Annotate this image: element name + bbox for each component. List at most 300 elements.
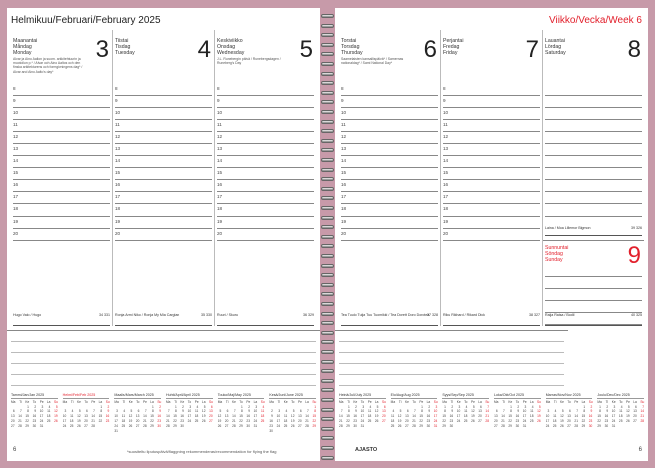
hour-line: [443, 156, 540, 168]
day-names: Lauantai Lördag Saturday: [545, 38, 566, 57]
date-cell: 6: [383, 404, 386, 409]
date-cell: 9: [34, 409, 37, 414]
date-cell: 14: [143, 414, 147, 419]
date-cell: 26: [201, 418, 206, 423]
date-cell: 8: [175, 409, 177, 414]
date-cell: 10: [253, 409, 258, 414]
date-cell: 9: [517, 409, 520, 414]
date-cell: [136, 429, 140, 434]
spiral-coil: [321, 244, 334, 248]
hour-line: [545, 180, 642, 192]
weekday-label: Pe: [522, 399, 527, 404]
date-cell: 18: [121, 418, 126, 423]
mini-calendar-title: Helmi/Feb/Feb 2025: [63, 393, 110, 399]
spiral-coil: [321, 321, 334, 325]
date-cell: 27: [298, 423, 302, 428]
date-cell: 26: [537, 418, 541, 423]
name-day: Tea Tuulo Tuija Tuu Tuomikki / Tea Dorett Doro Doroteа: [341, 313, 430, 317]
date-cell: 26: [374, 418, 379, 423]
weekday-label: Pe: [419, 399, 424, 404]
date-cell: 21: [640, 414, 644, 419]
date-cell: 4: [262, 404, 265, 409]
date-cell: 28: [166, 423, 170, 428]
hour-lines: [545, 84, 642, 217]
name-day: Ruuri / Skuru: [217, 313, 238, 317]
date-cell: 2: [428, 404, 431, 409]
name-day: Laina / Moa Lillemor Bigmon: [545, 226, 591, 230]
hour-line: [545, 156, 642, 168]
date-cell: 1: [314, 404, 316, 409]
hour-line: [545, 108, 642, 120]
day-number: 8: [627, 36, 641, 63]
weekday-label: To: [360, 399, 365, 404]
hour-line: [13, 84, 110, 96]
date-cell: 9: [428, 409, 431, 414]
date-cell: 16: [426, 414, 431, 419]
hour-line: [443, 132, 540, 144]
date-cell: 2: [182, 404, 184, 409]
date-cell: 30: [604, 423, 609, 428]
date-cell: 17: [611, 414, 616, 419]
date-cell: 16: [32, 414, 37, 419]
date-cell: 6: [226, 409, 229, 414]
date-cell: 28: [640, 418, 644, 423]
hour-lines: [443, 84, 540, 241]
mini-calendar: [391, 393, 438, 429]
hour-label: 15: [341, 170, 347, 176]
date-cell: 26: [626, 418, 630, 423]
spiral-coil: [321, 398, 334, 402]
spiral-coil: [321, 235, 334, 239]
date-cell: 28: [339, 423, 343, 428]
date-cell: 31: [522, 423, 527, 428]
spiral-coil: [321, 216, 334, 220]
hour-label: 15: [217, 170, 223, 176]
date-cell: 5: [292, 409, 295, 414]
date-cell: 13: [405, 414, 409, 419]
date-cell: 2: [355, 404, 357, 409]
hour-label: 8: [341, 86, 344, 91]
hour-line: [115, 132, 212, 144]
date-cell: 21: [91, 418, 95, 423]
date-cell: 14: [305, 414, 309, 419]
weekday-label: La: [98, 399, 103, 404]
hour-line: [13, 120, 110, 132]
date-cell: 6: [210, 404, 213, 409]
spiral-coil: [321, 360, 334, 364]
date-cell: 10: [545, 414, 550, 419]
weekday-label: Ma: [62, 399, 68, 404]
spiral-coil: [321, 148, 334, 152]
date-cell: 31: [253, 423, 258, 428]
day-of-year: 39 326: [631, 226, 642, 230]
date-cell: 29: [597, 423, 601, 428]
date-cell: 22: [150, 418, 154, 423]
date-cell: 19: [374, 414, 379, 419]
date-cell: [368, 424, 372, 429]
date-cell: 17: [522, 414, 527, 419]
date-cell: 20: [382, 414, 386, 419]
hour-line: [115, 84, 212, 96]
hour-label: 11: [115, 122, 120, 128]
date-cell: 28: [574, 423, 578, 428]
spiral-coil: [321, 254, 334, 258]
hour-label: 17: [443, 194, 449, 200]
date-cell: 22: [419, 418, 423, 423]
weekday-label: Ke: [508, 399, 513, 404]
date-cell: 22: [442, 418, 446, 423]
date-cell: 6: [406, 409, 409, 414]
day-names: Keskiviikko Onsdag Wednesday: [217, 38, 245, 57]
hour-label: 17: [217, 194, 223, 200]
date-cell: 8: [100, 409, 103, 414]
date-cell: [195, 424, 199, 429]
weekday-label: Ke: [611, 399, 616, 404]
date-cell: 5: [203, 404, 206, 409]
date-cell: 24: [253, 418, 258, 423]
hour-label: 20: [443, 230, 449, 236]
hour-line: [341, 108, 438, 120]
hour-line: [13, 96, 110, 108]
hour-label: 10: [217, 110, 223, 116]
date-cell: [633, 424, 637, 429]
hour-label: 20: [13, 230, 19, 236]
weekday-label: Ti: [553, 399, 557, 404]
spiral-coil: [321, 225, 334, 229]
hour-line: [545, 84, 642, 96]
date-cell: 12: [537, 409, 541, 414]
date-cell: 14: [574, 414, 578, 419]
date-cell: 19: [217, 418, 222, 423]
hour-label: 9: [341, 98, 344, 104]
date-cell: 13: [382, 409, 386, 414]
hour-line: [217, 132, 314, 144]
hour-line: [545, 277, 642, 289]
hour-line: [217, 156, 314, 168]
hour-line: [443, 84, 540, 96]
date-cell: 7: [93, 409, 95, 414]
date-cell: 4: [285, 409, 288, 414]
date-cell: 25: [529, 418, 534, 423]
date-cell: 27: [478, 418, 482, 423]
date-cell: 25: [390, 423, 395, 428]
date-cell: 11: [47, 409, 51, 414]
date-cell: 27: [382, 418, 386, 423]
date-cell: 7: [307, 409, 309, 414]
left-page: [7, 8, 320, 461]
date-cell: 3: [524, 404, 527, 409]
spiral-coil: [321, 91, 334, 95]
mini-calendar-title: Heinä/Juli/July 2025: [339, 393, 386, 399]
hour-line: [217, 204, 314, 216]
date-cell: 11: [553, 414, 557, 419]
weekday-label: Su: [433, 399, 438, 404]
spiral-coil: [321, 436, 334, 440]
week-row: [114, 429, 161, 434]
date-cell: 15: [442, 414, 446, 419]
hour-label: 11: [443, 122, 448, 128]
spiral-coil: [321, 168, 334, 172]
date-cell: 12: [560, 414, 564, 419]
date-cell: 23: [105, 418, 110, 423]
weekday-label: Su: [157, 399, 162, 404]
weekday-label: Ke: [560, 399, 564, 404]
right-page: [335, 8, 648, 461]
date-cell: 10: [114, 414, 118, 419]
date-cell: 13: [298, 414, 302, 419]
hour-line: [341, 217, 438, 229]
spiral-coil: [321, 196, 334, 200]
hour-line: [115, 229, 212, 241]
date-cell: 7: [19, 409, 22, 414]
date-cell: 6: [137, 409, 140, 414]
day-number: 5: [299, 36, 313, 63]
date-cell: 25: [618, 418, 623, 423]
spiral-coil: [321, 264, 334, 268]
hour-line: [13, 132, 110, 144]
day-column: [339, 30, 441, 326]
hour-label: 10: [443, 110, 449, 116]
date-cell: 3: [613, 404, 616, 409]
day-number: 7: [525, 36, 539, 63]
hour-line: [443, 144, 540, 156]
date-cell: 8: [152, 409, 154, 414]
hour-line: [217, 84, 314, 96]
date-cell: 5: [561, 409, 564, 414]
hour-lines: [13, 84, 110, 241]
weekday-label: Ti: [605, 399, 609, 404]
date-cell: [122, 429, 126, 434]
hour-line: [341, 156, 438, 168]
weekday-label: Ke: [353, 399, 358, 404]
hour-line: [341, 192, 438, 204]
mini-calendar: [494, 393, 541, 429]
spiral-coil: [321, 379, 334, 383]
date-cell: 3: [547, 409, 550, 414]
weekday-label: Su: [54, 399, 58, 404]
date-cell: 4: [48, 404, 51, 409]
week-row: [269, 429, 316, 434]
hour-label: 14: [341, 158, 347, 164]
day-names: Tiistai Tisdag Tuesday: [115, 38, 135, 57]
date-cell: 10: [276, 414, 281, 419]
hour-label: 20: [341, 230, 347, 236]
hour-label: 14: [13, 158, 19, 164]
date-cell: 11: [464, 409, 468, 414]
hour-line: [545, 144, 642, 156]
hour-line: [443, 229, 540, 241]
hour-label: 13: [217, 146, 223, 152]
spiral-coil: [321, 110, 334, 114]
date-cell: [382, 424, 386, 429]
date-cell: 28: [305, 423, 309, 428]
spiral-coil: [321, 206, 334, 210]
date-cell: 31: [360, 423, 365, 428]
hour-label: 8: [13, 86, 16, 91]
mini-calendar: [269, 393, 316, 433]
date-cell: 16: [105, 414, 110, 419]
name-day-row: [545, 311, 642, 326]
mini-calendar: [218, 393, 265, 433]
date-cell: 23: [588, 418, 593, 423]
hour-label: 20: [115, 230, 121, 236]
date-cell: [291, 429, 295, 434]
spiral-coil: [321, 446, 334, 450]
date-cell: 8: [444, 409, 446, 414]
weekday-label: La: [305, 399, 309, 404]
day-number: 3: [95, 36, 109, 63]
hour-label: 18: [443, 206, 449, 212]
date-cell: 24: [545, 423, 550, 428]
mini-calendar-title: Tammi/Jan/Jan 2025: [11, 393, 58, 399]
date-cell: 15: [508, 414, 512, 419]
hour-label: 19: [115, 218, 121, 224]
date-cell: 2: [248, 404, 250, 409]
day-number: 4: [197, 36, 211, 63]
hour-line: [545, 120, 642, 132]
weekday-label: La: [150, 399, 154, 404]
date-cell: 27: [633, 418, 637, 423]
weekday-label: Pe: [39, 399, 44, 404]
weekday-label: To: [515, 399, 520, 404]
spiral-coil: [321, 52, 334, 56]
holiday-note: J.L. Runebergin päivä / Runebergsdagen / Runeberg's Day: [217, 57, 281, 66]
date-cell: 23: [246, 418, 250, 423]
date-cell: 24: [114, 423, 118, 428]
spiral-binding: [320, 0, 335, 468]
date-cell: 11: [121, 414, 126, 419]
date-cell: 4: [392, 409, 395, 414]
hour-line: [545, 289, 642, 301]
date-cell: [305, 429, 309, 434]
weekday-label: To: [464, 399, 468, 404]
hour-line: [13, 156, 110, 168]
date-cell: 15: [419, 414, 423, 419]
date-cell: 2: [451, 404, 454, 409]
date-cell: 23: [353, 418, 357, 423]
date-cell: 21: [485, 414, 489, 419]
date-cell: 18: [367, 414, 372, 419]
date-cell: 22: [508, 418, 512, 423]
date-cell: 19: [471, 414, 475, 419]
weekday-label: Ke: [128, 399, 133, 404]
weekday-label: Pe: [574, 399, 579, 404]
date-cell: 24: [522, 418, 527, 423]
date-cell: 18: [194, 414, 199, 419]
hour-label: 19: [443, 218, 449, 224]
date-cell: 23: [157, 418, 161, 423]
date-cell: 25: [194, 418, 199, 423]
date-cell: 27: [209, 418, 213, 423]
spiral-coil: [321, 187, 334, 191]
spiral-coil: [321, 120, 334, 124]
weekday-label: Ke: [283, 399, 288, 404]
date-cell: 29: [346, 423, 350, 428]
date-cell: 5: [472, 404, 475, 409]
date-cell: 29: [150, 423, 154, 428]
weekday-label: Pe: [626, 399, 630, 404]
date-cell: 4: [196, 404, 199, 409]
date-cell: 12: [374, 409, 379, 414]
spiral-coil: [321, 350, 334, 354]
date-cell: 2: [517, 404, 520, 409]
spiral-coil: [321, 177, 334, 181]
weekday-label: La: [374, 399, 379, 404]
spiral-coil: [321, 158, 334, 162]
date-cell: 2: [34, 404, 37, 409]
date-cell: 9: [271, 414, 273, 419]
weekday-label: To: [239, 399, 243, 404]
day-of-year: 40 325: [631, 313, 642, 317]
hour-label: 19: [13, 218, 19, 224]
weekday-label: La: [478, 399, 482, 404]
date-cell: 8: [314, 409, 316, 414]
date-cell: 12: [290, 414, 295, 419]
date-cell: 20: [298, 418, 302, 423]
date-cell: 27: [135, 423, 140, 428]
date-cell: 4: [369, 404, 372, 409]
day-names: Torstai Torsdag Thursday: [341, 38, 363, 57]
date-cell: 7: [340, 409, 343, 414]
weekday-label: Pe: [143, 399, 147, 404]
date-cell: 23: [604, 418, 609, 423]
hour-line: [115, 217, 212, 229]
week-row: [339, 424, 386, 429]
date-cell: 13: [633, 409, 637, 414]
date-cell: 7: [576, 409, 578, 414]
date-cell: 16: [449, 414, 454, 419]
date-cell: 18: [260, 414, 265, 419]
date-cell: 20: [405, 418, 409, 423]
day-of-year: 36 329: [303, 313, 314, 317]
date-cell: 23: [426, 418, 431, 423]
spiral-coil: [321, 62, 334, 66]
weekday-label: La: [201, 399, 206, 404]
weekday-label: To: [136, 399, 140, 404]
hour-label: 13: [13, 146, 19, 152]
name-day: Ronja Armi Niko / Ronja My Mia Carglan: [115, 313, 180, 317]
date-cell: 20: [11, 418, 15, 423]
date-cell: 13: [84, 414, 88, 419]
date-cell: 27: [224, 423, 229, 428]
date-cell: 20: [224, 418, 229, 423]
weekday-label: Ti: [502, 399, 505, 404]
date-cell: 11: [194, 409, 199, 414]
date-cell: 2: [107, 404, 110, 409]
weekday-label: Su: [105, 399, 110, 404]
date-cell: 28: [501, 423, 505, 428]
hour-line: [443, 108, 540, 120]
date-cell: 11: [283, 414, 288, 419]
date-cell: 23: [515, 418, 520, 423]
hour-line: [13, 217, 110, 229]
date-cell: 14: [232, 414, 236, 419]
date-cell: 19: [626, 414, 630, 419]
date-cell: 11: [390, 414, 395, 419]
spiral-coil: [321, 283, 334, 287]
date-cell: 30: [32, 423, 37, 428]
hour-line: [443, 168, 540, 180]
hour-line: [115, 96, 212, 108]
date-cell: 15: [312, 414, 316, 419]
weekend-column: [543, 30, 644, 326]
date-cell: 20: [494, 418, 498, 423]
name-day-row: [545, 226, 642, 236]
date-cell: 21: [232, 418, 236, 423]
date-cell: 3: [64, 409, 67, 414]
weekday-label: Su: [485, 399, 490, 404]
week-row: [63, 424, 110, 429]
